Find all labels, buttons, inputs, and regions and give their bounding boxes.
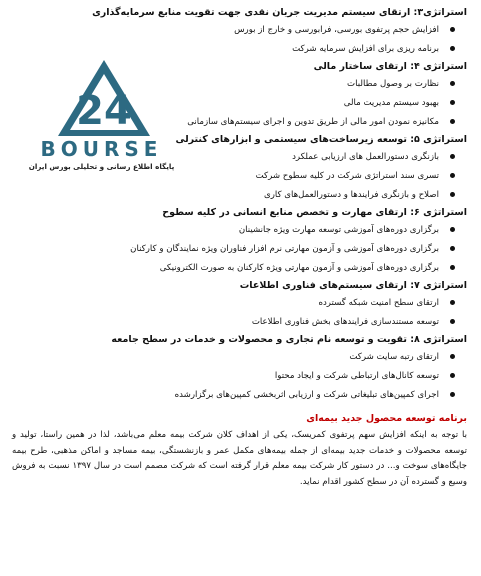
program-title: برنامه توسعه محصول جدید بیمه‌ای [306, 413, 467, 424]
list-item-text: اجرای کمپین‌های تبلیغاتی شرکت و ارزیابی اثربخشی کمپین‌های برگزارشده [174, 390, 439, 400]
bullet-icon [450, 373, 455, 378]
list-item [12, 368, 469, 384]
list-item-text: تسری سند استراتژی شرکت در کلیه سطوح شرکت [255, 171, 439, 181]
strategy-items [12, 349, 469, 403]
list-item-text: نظارت بر وصول مطالبات [347, 79, 439, 89]
list-item-text: اصلاح و بازنگری فرایندها و دستورالعمل‌های کاری [263, 190, 439, 200]
bullet-icon [450, 227, 455, 232]
bullet-icon [450, 100, 455, 105]
bullet-icon [450, 81, 455, 86]
strategy-heading: استراتژی ۴: ارتقای ساختار مالی [313, 61, 467, 72]
logo-tagline: پایگاه اطلاع رسانی و تحلیلی بورس ایران [28, 162, 175, 171]
strategy-heading: استراتژی ۶: ارتقای مهارت و تخصص منابع انسانی در کلیه سطوح [162, 207, 467, 218]
list-item [12, 241, 469, 257]
bullet-icon [450, 246, 455, 251]
bullet-icon [450, 173, 455, 178]
bullet-icon [450, 27, 455, 32]
strategy-section [12, 6, 469, 57]
list-item-text: ارتقای سطح امنیت شبکه گسترده [318, 298, 439, 308]
strategy-section [12, 279, 469, 330]
bullet-icon [450, 265, 455, 270]
strategy-heading: استراتژی ۵: توسعه زیرساخت‌های سیستمی و ابزارهای کنترلی [175, 134, 467, 145]
list-item-text: توسعه کانال‌های ارتباطی شرکت و ایجاد محتوا [274, 371, 439, 381]
strategy-heading: استراتژی ۷: ارتقای سیستم‌های فناوری اطلاعات [239, 280, 467, 291]
list-item-text: بازنگری دستورالعمل های ارزیابی عملکرد [292, 152, 439, 162]
list-item-text: برگزاری دوره‌های آموزشی توسعه مهارت ویژه جانشینان [238, 225, 439, 235]
list-item [12, 187, 469, 203]
bullet-icon [450, 354, 455, 359]
bourse24-logo [14, 58, 189, 183]
list-item-text: برگزاری دوره‌های آموزشی و آزمون مهارتی ویژه کارکنان به صورت الکترونیکی [159, 263, 439, 273]
list-item-text: توسعه مستندسازی فرایندهای بخش فناوری اطلاعات [251, 317, 439, 327]
list-item [12, 260, 469, 276]
list-item-text: بهبود سیستم مدیریت مالی [343, 98, 439, 108]
list-item-text: ارتقای رتبه سایت شرکت [349, 352, 439, 362]
bullet-icon [450, 192, 455, 197]
list-item [12, 41, 469, 57]
logo-mark-text: 24 [76, 88, 132, 134]
program-paragraph: با توجه به اینکه افزایش سهم پرتفوی کمریسک، یکی از اهداف کلان شرکت بیمه معلم می‌باشد، لذا در همین راستا، تولید و توسعه محصولات و خدمات جدید بیمه‌ای از جمله بیمه‌های مکمل عمر و بازنشستگی، بیمه مساجد و اماکن مذهبی، طرح بیمه جایگاه‌های سوخت و... در دستور کار شرکت بیمه معلم قرار گرفته است که شرکت مصمم است در سال ۱۳۹۷ نسبت به فروش وسیع و گسترده آن در سطح کشور اقدام نماید. [12, 430, 467, 487]
logo-wordmark: BOURSE [40, 137, 163, 161]
strategy-items [12, 295, 469, 330]
list-item [12, 22, 469, 38]
list-item [12, 295, 469, 311]
logo-mark-icon [56, 58, 152, 138]
bullet-icon [450, 319, 455, 324]
bullet-icon [450, 119, 455, 124]
bullet-icon [450, 392, 455, 397]
strategy-heading: استراتژی ۸: تقویت و توسعه نام تجاری و محصولات و خدمات در سطح جامعه [111, 334, 467, 345]
strategy-section [12, 333, 469, 403]
strategy-section [12, 206, 469, 276]
strategy-items [12, 22, 469, 57]
list-item-text: مکانیزه نمودن امور مالی از طریق تدوین و اجرای سیستم‌های سازمانی [187, 117, 439, 127]
list-item-text: برنامه ریزی برای افزایش سرمایه شرکت [292, 44, 439, 54]
strategy-items [12, 222, 469, 276]
strategy-heading: استراتژی۳: ارتقای سیستم مدیریت جریان نقدی جهت تقویت منابع سرمایه‌گذاری [92, 7, 467, 18]
list-item-text: افزایش حجم پرتفوی بورسی، فرابورسی و خارج از بورس [234, 25, 439, 35]
bullet-icon [450, 300, 455, 305]
list-item [12, 349, 469, 365]
list-item [12, 387, 469, 403]
list-item-text: برگزاری دوره‌های آموزشی و آزمون مهارتی نرم افزار فناوران ویژه نمایندگان و کارکنان [130, 244, 439, 254]
bullet-icon [450, 154, 455, 159]
list-item [12, 222, 469, 238]
bullet-icon [450, 46, 455, 51]
list-item [12, 314, 469, 330]
